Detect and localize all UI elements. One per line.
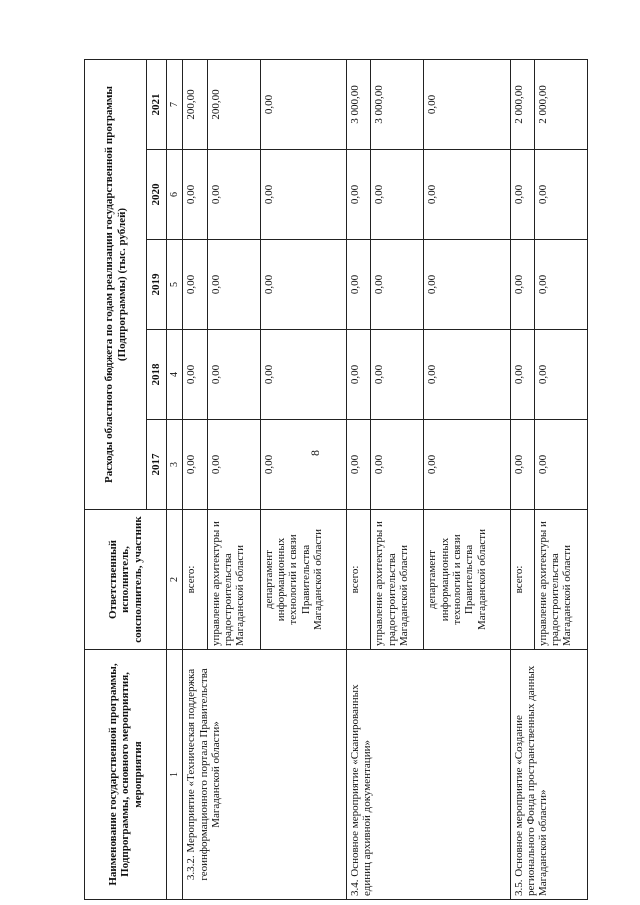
responsible-cell: департамент информационных технологий и связи Правительства Магаданской области bbox=[424, 510, 510, 650]
value-cell: 0,00 bbox=[346, 420, 370, 510]
value-cell: 0,00 bbox=[424, 420, 510, 510]
index-cell: 7 bbox=[167, 59, 183, 149]
value-cell: 0,00 bbox=[534, 240, 587, 330]
value-cell: 0,00 bbox=[510, 420, 534, 510]
budget-table bbox=[84, 59, 588, 900]
index-cell: 6 bbox=[167, 150, 183, 240]
index-cell: 4 bbox=[167, 330, 183, 420]
value-cell: 0,00 bbox=[371, 330, 424, 420]
value-cell: 0,00 bbox=[346, 240, 370, 330]
header-year: 2017 bbox=[147, 420, 167, 510]
value-cell: 0,00 bbox=[424, 330, 510, 420]
responsible-cell: управление архитектуры и градостроительства Магаданской области bbox=[207, 510, 260, 650]
value-cell: 0,00 bbox=[346, 330, 370, 420]
value-cell: 0,00 bbox=[534, 420, 587, 510]
value-cell: 0,00 bbox=[260, 59, 346, 149]
value-cell: 0,00 bbox=[510, 240, 534, 330]
value-cell: 0,00 bbox=[260, 150, 346, 240]
header-budget: Расходы областного бюджета по годам реализации государственной программы (Подпрограммы) (тыс. рублей) bbox=[85, 59, 147, 509]
value-cell: 2 000,00 bbox=[510, 59, 534, 149]
header-year: 2021 bbox=[147, 59, 167, 149]
header-year: 2019 bbox=[147, 240, 167, 330]
value-cell: 0,00 bbox=[346, 150, 370, 240]
responsible-cell: управление архитектуры и градостроительства Магаданской области bbox=[371, 510, 424, 650]
value-cell: 200,00 bbox=[207, 59, 260, 149]
program-name-cell: 3.4. Основное мероприятие «Сканированных единиц архивной документации» bbox=[346, 650, 510, 900]
header-name: Наименование государственной программы, Подпрограммы, основного мероприятия, мероприятия bbox=[85, 650, 167, 900]
program-name-cell: 3.5. Основное мероприятие «Создание регионального Фонда пространственных данных Магаданской области» bbox=[510, 650, 587, 900]
value-cell: 0,00 bbox=[424, 150, 510, 240]
value-cell: 0,00 bbox=[424, 240, 510, 330]
responsible-cell: департамент информационных технологий и связи Правительства Магаданской области bbox=[260, 510, 346, 650]
index-cell: 1 bbox=[167, 650, 183, 900]
value-cell: 0,00 bbox=[371, 240, 424, 330]
program-name-cell: 3.3.2. Мероприятие «Техническая поддержка геоинформационного портала Правительства Магаданской области» bbox=[183, 650, 347, 900]
value-cell: 0,00 bbox=[371, 420, 424, 510]
value-cell: 200,00 bbox=[183, 59, 207, 149]
responsible-cell: всего: bbox=[183, 510, 207, 650]
value-cell: 0,00 bbox=[424, 59, 510, 149]
value-cell: 0,00 bbox=[534, 150, 587, 240]
header-year: 2020 bbox=[147, 150, 167, 240]
value-cell: 0,00 bbox=[260, 240, 346, 330]
index-cell: 3 bbox=[167, 420, 183, 510]
index-cell: 5 bbox=[167, 240, 183, 330]
value-cell: 0,00 bbox=[207, 420, 260, 510]
value-cell: 0,00 bbox=[260, 420, 346, 510]
responsible-cell: управление архитектуры и градостроительства Магаданской области bbox=[534, 510, 587, 650]
value-cell: 0,00 bbox=[534, 330, 587, 420]
header-year: 2018 bbox=[147, 330, 167, 420]
value-cell: 0,00 bbox=[207, 240, 260, 330]
index-cell: 2 bbox=[167, 510, 183, 650]
page-number: 8 bbox=[308, 450, 322, 456]
value-cell: 0,00 bbox=[260, 330, 346, 420]
value-cell: 3 000,00 bbox=[371, 59, 424, 149]
value-cell: 0,00 bbox=[183, 150, 207, 240]
value-cell: 0,00 bbox=[510, 150, 534, 240]
value-cell: 0,00 bbox=[510, 330, 534, 420]
value-cell: 0,00 bbox=[207, 330, 260, 420]
value-cell: 2 000,00 bbox=[534, 59, 587, 149]
value-cell: 0,00 bbox=[183, 240, 207, 330]
value-cell: 0,00 bbox=[207, 150, 260, 240]
value-cell: 0,00 bbox=[371, 150, 424, 240]
responsible-cell: всего: bbox=[510, 510, 534, 650]
value-cell: 0,00 bbox=[183, 420, 207, 510]
rotated-table-container bbox=[84, 60, 588, 900]
header-responsible: Ответственный исполнитель, соисполнитель, участник bbox=[85, 510, 167, 650]
responsible-cell: всего: bbox=[346, 510, 370, 650]
value-cell: 3 000,00 bbox=[346, 59, 370, 149]
value-cell: 0,00 bbox=[183, 330, 207, 420]
